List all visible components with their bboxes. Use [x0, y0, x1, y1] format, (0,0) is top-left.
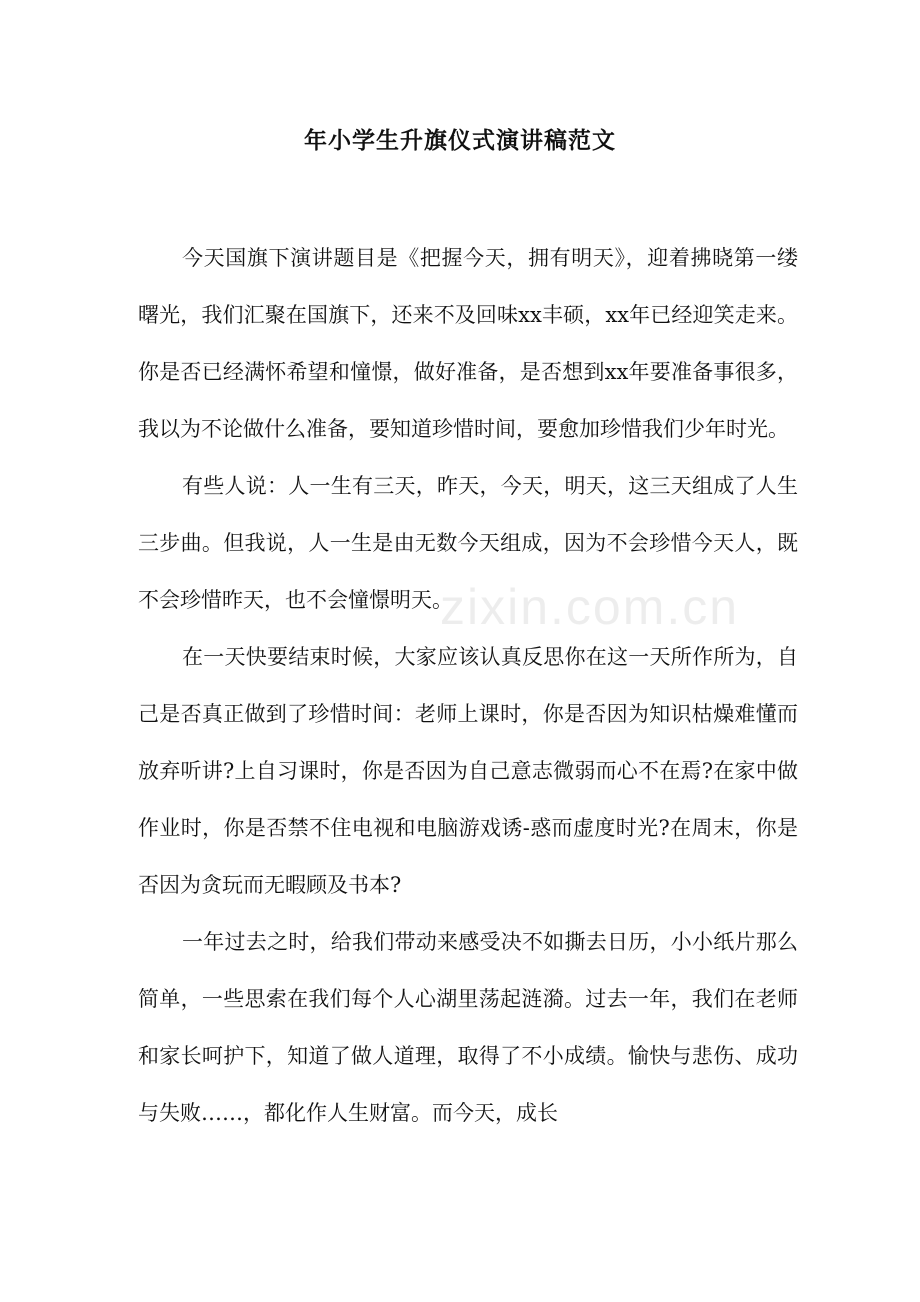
document-title: 年小学生升旗仪式演讲稿范文 [304, 127, 616, 154]
paragraph-4: 一年过去之时，给我们带动来感受决不如撕去日历，小小纸片那么简单，一些思索在我们每个人心湖里荡起涟漪。过去一年，我们在老师和家长呵护下，知道了做人道理，取得了不小成绩。愉快与悲伤、成功与失败……，都化作人生财富。而今天，成长 [138, 930, 798, 1125]
watermark: zixin.com.cn [440, 579, 740, 635]
paragraph-1: 今天国旗下演讲题目是《把握今天，拥有明天》，迎着拂晓第一缕曙光，我们汇聚在国旗下，还来不及回味xx丰硕，xx年已经迎笑走来。你是否已经满怀希望和憧憬，做好准备，是否想到xx年要准备事很多，我以为不论做什么准备，要知道珍惜时间，要愈加珍惜我们少年时光。 [138, 246, 798, 441]
document-body [138, 230, 798, 1142]
paragraph-3: 在一天快要结束时候，大家应该认真反思你在这一天所作所为，自己是否真正做到了珍惜时间：老师上课时，你是否因为知识枯燥难懂而放弃听讲?上自习课时，你是否因为自己意志微弱而心不在焉?在家中做作业时，你是否禁不住电视和电脑游戏诱-惑而虚度时光?在周末，你是否因为贪玩而无暇顾及书本? [138, 645, 798, 897]
paragraph-2: 有些人说：人一生有三天，昨天，今天，明天，这三天组成了人生三步曲。但我说，人一生是由无数今天组成，因为不会珍惜今天人，既不会珍惜昨天，也不会憧憬明天。 [138, 474, 798, 612]
